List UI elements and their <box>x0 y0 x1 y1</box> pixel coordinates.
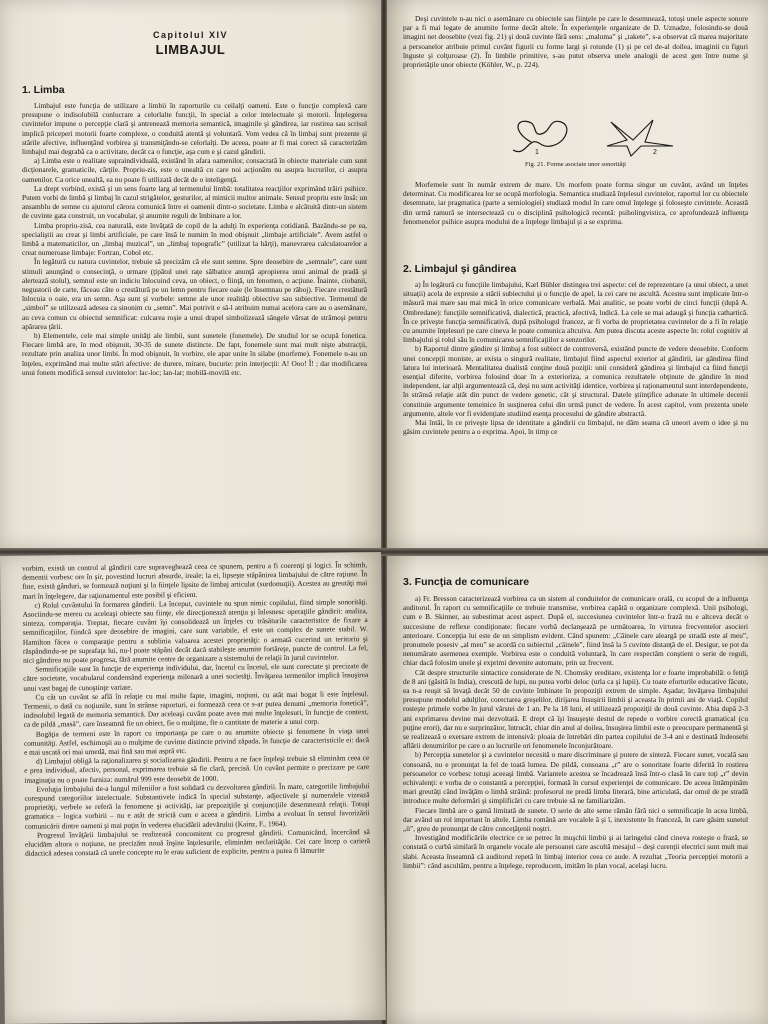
rounded-shape <box>513 121 567 151</box>
figure-caption: Fig. 21. Forme asociate unor sonorităţi <box>525 161 626 168</box>
paragraph: d) Limbajul obligă la raţionalizarea şi socializarea gândirii. Pentru a ne face înţeleşi trebuie să eliminăm ceea ce e prea individual, afectiv, personal, exprimarea trebuie să fie clară, precisă. Un cuvânt permite o precizare pe care imaginaţia nu o poate furniza: numărul 999 este deosebit de 1000. <box>24 753 370 785</box>
body-text <box>403 280 748 436</box>
paragraph: b) Elementele, cele mai simple unităţi ale limbii, sunt sunetele (fonemele). De studiul lor se ocupă fonetica. Fiecare limbă are, în mod obişnuit, 30-35 de sunete distincte. De fapt, fonemele sunt mai mult nişte abstracţii, rezultate prin analiza unor limbi. În mod obişnuit, în vorbire, ele apar unite în silabe (morfeme). Fonemele n-au un înţeles, exprimând mai multe stări afective: de durere, mirare, bucurie: prin interjecţii: A! Ooo! Î! ; dar modificarea unui fonem modifică sensul cuvintelor: lac-loc; lan-lar; mobilă-movilă etc. <box>22 331 367 377</box>
paragraph: Fiecare limbă are o gamă limitată de sunete. O serie de alte seme rămân fără nici o semnificaţie în acea limbă, dar având un rol important în altele. Limba română are vocalele ă şi î, inexistente în franceză, în care găsim sunetul „ü”, greu de pronunţat de către conceţăţenii noştri. <box>403 805 748 834</box>
paragraph: b) Percepţia sunetelor şi a cuvintelor necesită o mare discriminare şi putere de sinteză. Fiecare sunet, vocală sau consoană, nu e pronunţat la fel de toată lumea. De pildă, consoana „r” are o sonoritate foarte diferită în rostirea persoanelor ce vorbesc totuşi aceeaşi limbă. Variantele acestea se încadrează însă într-o clasă în care toţi „r” devin echivalenţi: e vorba de o constantă a percepţiei, formată în cursul experienţei de comunicare. De aceea întâmpinăm mari greutăţi când învăţăm o limbă străină: profesorul ne predă limba literară, bine articulată, dar omul de pe stradă introduce multe deformări şi simplificări cu care trebuie să ne familiarizăm. <box>403 750 748 806</box>
paragraph: Progresul învăţării limbajului se realizează concomitent cu progresul gândirii. Comunicând, încercând să elucidăm altora o noţiune, ne precizăm nouă înşine înţelesurile, eliminăm neclarităţile. Cei care încep o carieră didactică adesea constată că unele concepte nu le erau suficient de explicite, pentru a putea fi lămurite <box>24 827 371 859</box>
paragraph: Mai întâi, în ce priveşte lipsa de identitate a gândirii cu limbajul, ne dăm seama că uneori avem o idee şi nu găsim cuvintele pentru a o exprima. Apoi, în timp ce <box>403 418 748 437</box>
section-heading-limbajul-si-gandirea: 2. Limbajul şi gândirea <box>403 263 517 275</box>
paragraph: a) Limba este o realitate supraindividuală, existând în afara oamenilor, consacrată în obiecte materiale cum sunt dicţionarele, gramaticile, cărţile. Propriu-zis, este o unealtă cu care noi acţionăm nu asupra lucrurilor, ci asupra oamenilor. Ca orice unealtă, ea nu poate fi utilizată decât de o inteligenţă. <box>22 156 367 184</box>
page-bottom-left <box>0 552 386 1024</box>
paragraph: Investigând modificările electrice ce se petrec în muşchii limbii şi ai laringelui când cineva rosteşte o frază, se constată o curbă similară în organele vocale ale persoanei care ascultă mesajul – deşi curenţii electrici sunt mult mai slabi. Aceasta înseamnă că auditorul repetă în limbaj interior ceea ce aude. A rezultat „Teoria percepţiei motorii a limbii”: când ascultăm, pentru a înţelege, reproducem, imităm în plan vocal, acelaşi lucru. <box>403 833 748 870</box>
figure-label-2: 2 <box>653 149 657 156</box>
body-text <box>403 594 748 870</box>
paragraph: b) Raportul dintre gândire şi limbaj a fost subiect de controversă, existând puncte de vedere deosebite. Conform unei concepţii moniste, ar exista o singură realitate, limbajul fiind aspectul exterior al gândirii, iar gândirea fiind latura lui interioară. Mentalitatea dualistă conţine două poziţii: unii consideră gândirea şi limbajul ca fiind funcţii esenţial diferite, vorbirea folosind doar în a exterioriza, a comunica rezultatele obţinute de gândire în mod independent, iar alţii argumentează că, deşi nu sunt activităţi identice, vorbirea şi raţionamentul sunt interdependente, în strânsă relaţie atât din punct de vedere genetic, cât şi structural. Datele ştiinţifice adunate în ultimele decenii constituie argumente temeinice în susţinerea celui din urmă punct de vedere. În acest capitol, vom prezenta unele argumente, altele vor fi evidenţiate studiind esenţa procesului de gândire abstractă. <box>403 344 748 418</box>
page-top-left <box>0 0 381 548</box>
figure-label-1: 1 <box>535 149 539 156</box>
chapter-label: Capitolul XIV <box>152 30 228 40</box>
morphology-text <box>403 180 748 226</box>
paragraph: Semnificaţiile sunt în funcţie de experienţa individului, dar, încetul cu încetul, ele sunt corectate şi precizate de către societate, vocabularul condensând experienţa milenară a unei societăţi. Învăţarea termenilor implică însuşirea unui vast bagaj de cunoştinţe variate. <box>23 661 369 693</box>
paragraph: Limbajul este funcţia de utilizare a limbii în raporturile cu ceilalţi oameni. Este o funcţie complexă care presupune o indisolubilă conlucrare a celorlalte funcţii, în special a celor intelectuale şi motorii. Înţelegerea cuvintelor impune o percepţie clară şi antrenează memoria semantică, imaginile şi gândirea, iar rostirea sau scrisul implică priceperi motorii foarte complexe, o conduită atentă şi voluntară. Vom vedea că în limbaj sunt prezente şi stările afective, influenţând vorbirea şi transmiţându-se celorlalţi. De aceea, poate ar fi mai corect să caracterizăm limbajul mai degrabă ca o activitate, decât ca o funcţie, aşa cum e şi cazul gândirii. <box>22 101 367 157</box>
angular-shape <box>607 120 673 156</box>
paragraph: a) În legătură cu funcţiile limbajului, Karl Bühler distingea trei aspecte: cel de reprezentare (a unui obiect, a unei situaţii) acela de expresie a stării subiectului şi o funcţie de apel, la cei care ne ascultă. Acestea sunt implicate într-o măsură mai mare sau mai mică în orice comunicare verbală. Mai analitic, se poate vorbi de cinci funcţii (după A. Ombredane): funcţiile semnificativă, dialectică, practică, afectivă, ludică. La cele se mai adaugă şi funcţia cathartică. În ce priveşte funcţia semnificativă, după psihologul francez, ar fi vorba de proprietatea cuvintelor de a fi în relaţie cu anumite înţelesuri pe care cineva le poate comunica altcuiva. Am putea discuta aceste aspecte în: rolul cognitiv al limbajului şi rolul său în comunicarea semnificaţiilor a senzorilor. <box>403 280 748 345</box>
paragraph: c) Rolul cuvântului în formarea gândirii. La început, cuvintele nu spun nimic copilului, fiind simple sonorităţi. Asociindu-se mereu cu aceleaşi obiecte sau fiinţe, ele direcţionează atenţia şi înlesnesc operaţiile gândirii: analiza, sinteza, comparaţia. Treptat, fiecare cuvânt îşi consolidează un înţeles cu trăsăturile caracteristice de fixare a semnificaţiilor, fiindcă spre deosebire de imagini, care sunt variabile, el este un complex de sunete stabil. W. Hamilton făcea o comparaţie pentru a sublinia valoarea acestei proprietăţi: o armată cucerind un teritoriu şi răspândindu-se pe suprafaţa lui, nu-l poate stăpâni decât dacă stabileşte anumite fortăreţe, puncte de control. La fel, nici gândirea nu poate progresa, fără anumite centre de organizare a sistemului de relaţii în jurul cuvintelor. <box>22 596 369 665</box>
page-bottom-right <box>387 556 768 1024</box>
paragraph: Limba propriu-zisă, cea naturală, este învăţată de copil de la adulţi în experienţa cotidiană. Bazându-se pe ea, specialiştii au creat şi limbi artificiale, pe care însă le numim în mod obişnuit „limbaje artificiale”. Avem astfel o limbă a matematicilor, un „limbaj muzical”, un „limbaj topografic” (utilizat la hărţi), manevrarea calculatoarelor a creat numeroase limbaje: Fortran, Cobol etc. <box>22 220 367 258</box>
paragraph: Cât despre structurile sintactice considerate de N. Chomsky ereditare, existenţa lor e foarte improbabilă: o fetiţă de 8 ani (găsită în India), crescută de lupi, nu putea vorbi deloc (urla ca şi lupii). Cu toate eforturile educative făcute, ea n-a reuşit să învaţă decât 50 de cuvinte îmbinate în propoziţii extrem de simple. Aşadar, învăţarea limbajului presupune modelul adulţilor, corectarea greşelilor, dirijarea însuşirii limbii şi aceasta în primii ani de viaţă. Copilul rosteşte primele vorbe în jurul vârstei de 1 an. Pe la 18 luni, el utilizează propoziţii de două cuvinte. Abia după 2-3 ani exprimarea devine mai dezvoltată. E drept că îşi însuşeşte destul de repede o vorbire corectă gramatical (cu puţine erori), dar nu e surprinzător, întrucât, chiar din anul al doilea, însuşirea limbii este o preocupare permanentă şi se realizează o exersare extrem de intensivă: ploaia de întrebări din partea copilului de 3-4 ani e destinată îndeosebi aflării denumirilor pe care o au lucrurile ori fenomenele înconjurătoare. <box>403 667 748 751</box>
paragraph: a) Fr. Bresson caracterizează vorbirea ca un sistem al conduitelor de comunicare orală, cu scopul de a influenţa auditorul. În raport cu semnificaţiile ce trebuie transmise, vorbirea capătă o organizare complexă. Unii psihologi, cum e B. Skinner, au subestimat acest aspect. După el, succesiunea cuvintelor într-o frază nu e altceva decât o succesiune de reflexe condiţionate: fiecare vorbă declanşează pe următoarea, în virtutea frecventelor asocieri anterioare. Concepţia lui este de un simplism evident. Când spunem: „Câinele care aleargă pe stradă este al meu”, pronumele posesiv „al meu” se acordă cu subiectul „câinele”, fiind însă la 5 cuvinte distanţă de el. Desigur, se pot da nenumărate asemenea exemple. Vorbirea este o conduită voluntară, în care respectăm conştient o serie de reguli, chiar dacă folosim unele şi exprimi devenite automate, prin uz frecvent. <box>403 594 748 668</box>
paragraph: În legătură cu natura cuvintelor, trebuie să precizăm că ele sunt semne. Spre deosebire de „semnale”, care sunt stimuli anunţând o consecinţă, o urmare (ţipătul unei raţe sălbatice anunţă apropierea unui animal de pradă şi alertează stolul), semnul este un indiciu înlocuind ceva, un obiect, o fiinţă, un fenomen, o acţiune. Înainte, ciobanii, negustorii de carte, făceau câte o crestătură pe un lemn pentru fiecare oaie (le însemnau pe răboj). Fiecare crestătură înlocuia o oaie, era un semn. Aşa sunt şi vorbele: semne ale unor realităţi obiective sau subiective. Termenul de „simbol” se utilizează adesea ca sinonim cu „semn”. Mai potrivit e să-l atribuim numai acelora care au o asemănare, au ceva comun cu obiectul semnificat: culcarea roşie a unui drapel simbolizează sângele vărsat de strămoşi pentru apărarea ţării. <box>22 257 367 331</box>
body-text <box>22 101 367 377</box>
paragraph: vorbim, există un control al gândirii care supraveghează ceea ce spunem, pentru a fi coerenţi şi logici. În schimb, dementii vorbesc ore în şir, povestind lucruri absurde, ireale; la ei, lipseşte stăpânirea limbajului de către raţiune. În fine, există gânduri, se formează noţiuni şi la fiinţele lipsite de limbaj articulat (surdomuţii). Acestea au greutăţi mai mari în înţelegere, dar raţionamentul este posibil şi eficient. <box>22 560 368 601</box>
section-heading-limba: 1. Limba <box>22 84 65 96</box>
paragraph: Morfemele sunt în număr extrem de mare. Un morfem poate forma singur un cuvânt, având un înţeles determinat. Cu modificarea lor se ocupă morfologia. Semantica studiază înţelesul cuvintelor, raportul lor cu obiectele desemnate, iar pragmatica (parte a semiologiei) studiază modul în care omul înţelege şi foloseşte cuvintele. Această din urmă ramură se intersectează cu o disciplină psihologică recentă: psiholingvistica, ce aprofundează influenţa fenomenelor psihice asupra modului de a înţelege limbajul şi a se exprima. <box>403 180 748 226</box>
paragraph: Cu cât un cuvânt se află în relaţie cu mai multe fapte, imagini, noţiuni, cu atât mai bogat îi este înţelesul. Termenii, o dată cu noţiunile, sunt în strânse raporturi, ei formează ceea ce s-ar putea denumi „memoria fonetică”, indisolubil legată de memoria semantică. Dar aceleaşi cuvânt poate avea mai multe înţelesuri, în funcţie de context, ca de pildă „masă”, care înseamnă fie un obiect, fie o mulţime, fie o cantitate de materie a unui corp. <box>23 688 369 730</box>
chapter-title: LIMBAJUL <box>155 42 226 57</box>
paragraph: Evoluţia limbajului de-a lungul mileniilor a fost solidară cu dezvoltarea gândirii. În mare, categoriile limbajului corespund categoriilor intelectuale. Substantivele indică în special substanţe, adjectivele şi numeralele vizează proprietăţi, verbele se referă la fenomene şi activităţi, iar prepoziţiile şi conjuncţiile desemnează relaţii. Totuşi gramatica – logica vorbirii – nu e atât de strictă cum e aceea a gândirii. Limba a evoluat în sensul favorizării comunicării dintre oameni şi mai puţin în vederea elucidării adevărului (Kainz, F., 1964). <box>24 781 370 831</box>
paragraph: Bogăţia de termeni este în raport cu importanţa pe care o au anumite obiecte şi fenomene în viaţa unei comunităţi. Astfel, eschimoşii au o mulţime de cuvinte distincte privind zăpada, în funcţie de caracteristicile ei: dacă e mai uscată ori mai umedă, mai fină sau mai aspră etc. <box>23 725 369 757</box>
page-top-right <box>387 0 768 548</box>
paragraph: Deşi cuvintele n-au nici o asemănare cu obiectele sau fiinţele pe care le desemnează, totuşi unele aspecte sonore par a fi mai legate de anumite forme decât altele. În experienţele organizate de D. Uznadze, folosindu-se două imagini net deosebite (vezi fig. 21) şi două cuvinte fără sens: „maluma” şi „takete”, s-a observat că marea majoritate a persoanelor atribuie primul cuvânt figurii cu forme largi şi rotunde (1) şi pe cel de-al doilea, imaginii cu figuri înguste şi colţuroase (2). În limbile primitive, s-au putut observa unele analogii de acest gen între nume şi proprietăţile unor obiecte (Köhler, W., p. 224). <box>403 14 748 70</box>
intro-text <box>403 14 748 69</box>
paragraph: La drept vorbind, există şi un sens foarte larg al termenului limbă: totalitatea reacţiilor exprimând trăiri psihice. Putem vorbi de limbă şi limbaj în cazul strigătelor, gesturilor, al mimicii multor animale. Sensul propriu este însă: un ansamblu de semne cu ajutorul cărora comunică între ei oamenii dintr-o societate. Limba e alcătuită dintr-un sistem de cuvinte gata construit, un vocabular, şi anumite reguli de îmbinare a lor. <box>22 183 367 221</box>
body-text <box>22 560 370 858</box>
section-heading-functia-de-comunicare: 3. Funcţia de comunicare <box>403 576 530 588</box>
